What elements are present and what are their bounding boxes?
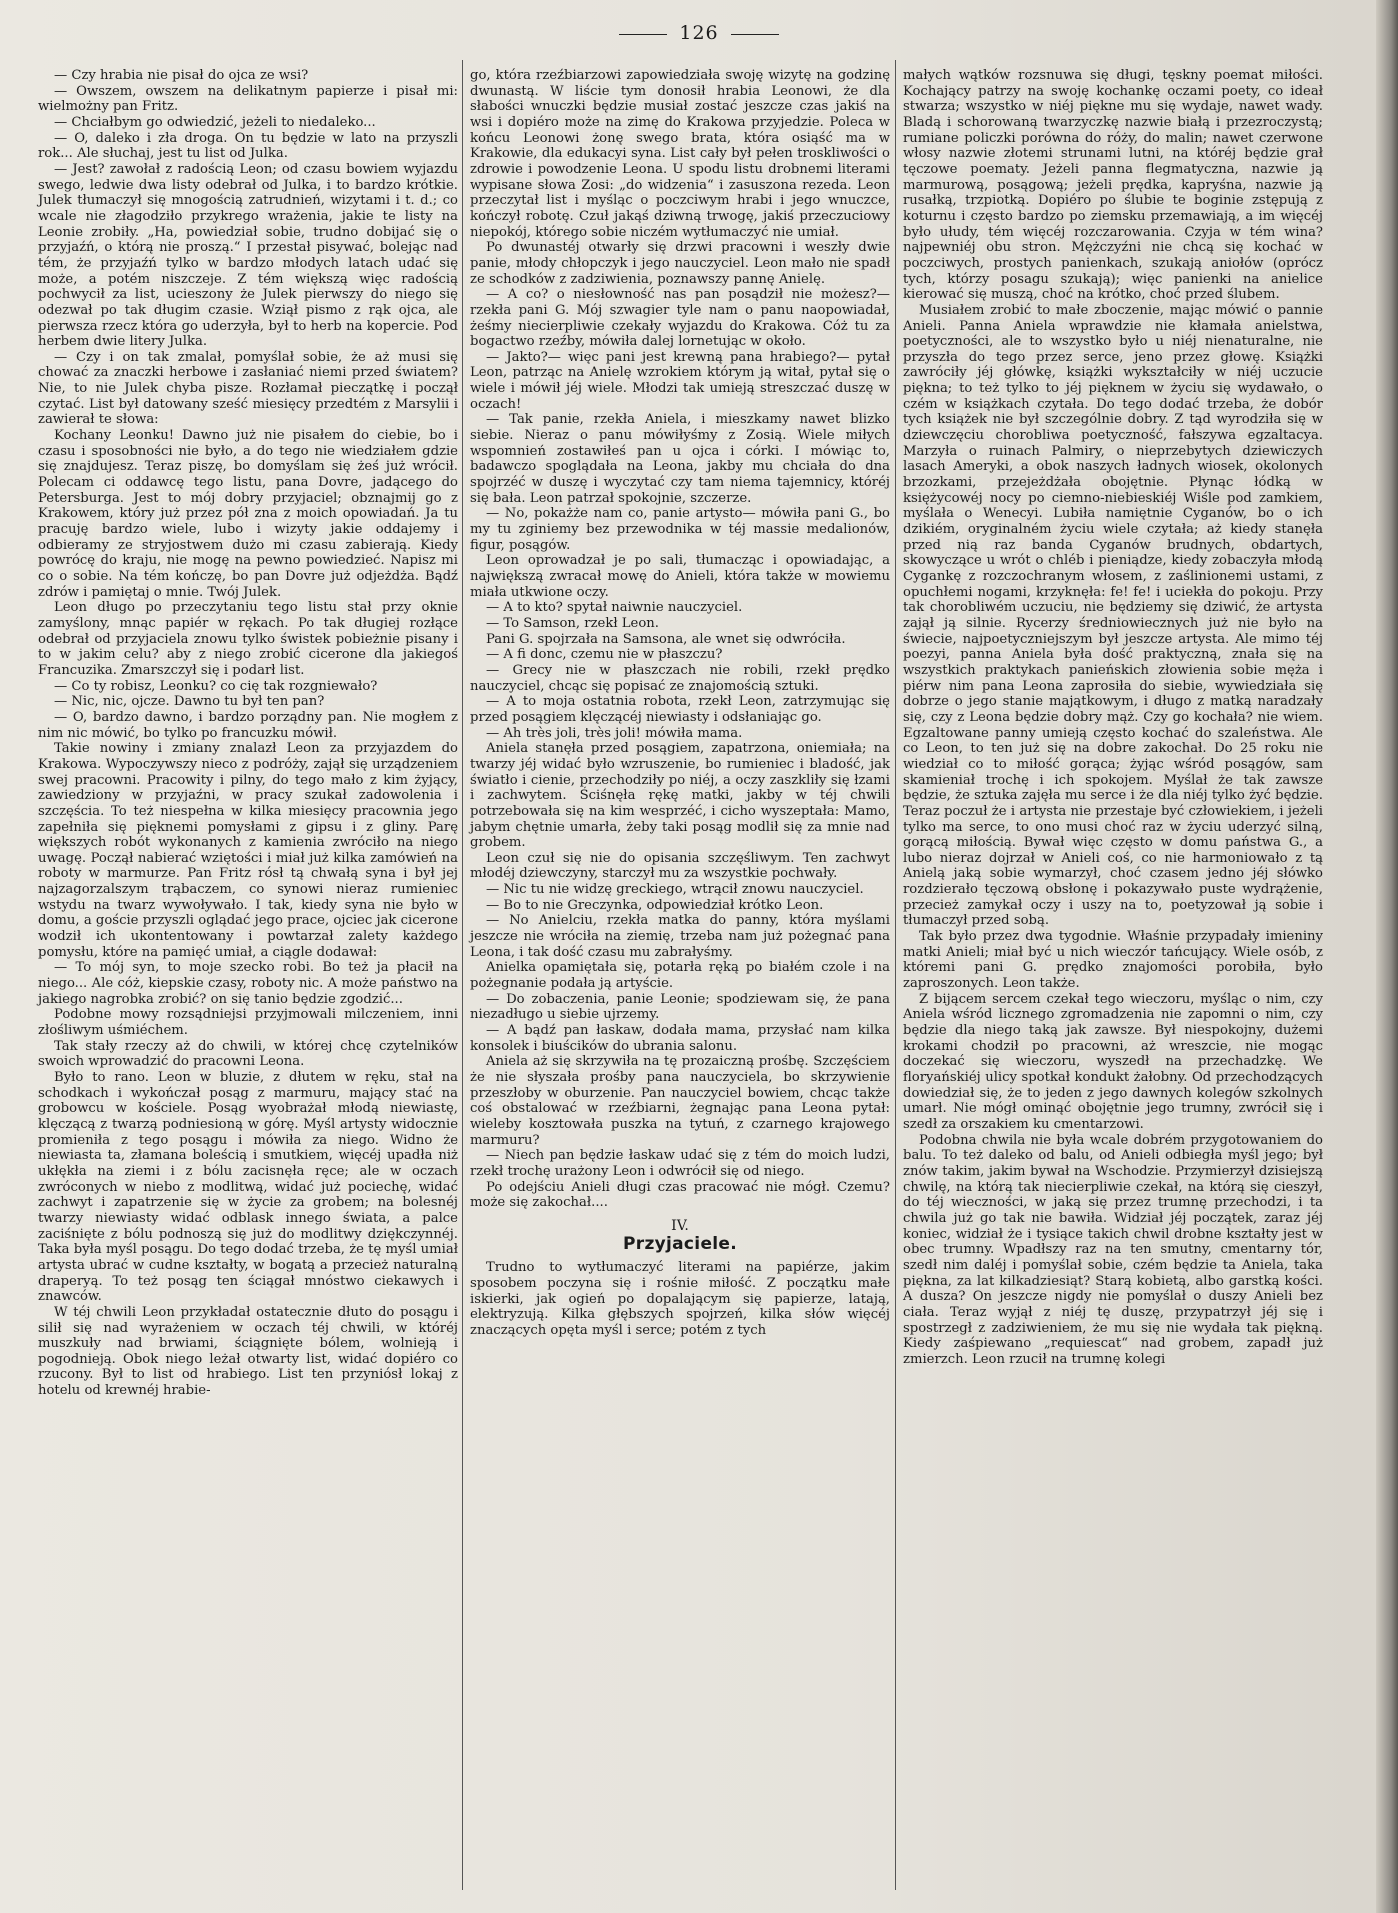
paragraph: Takie nowiny i zmiany znalazł Leon za przyjazdem do Krakowa. Wypoczywszy nieco z podróży, zajął się urządzeniem swej pracowni. Pracowity i pilny, do tego mało z kim żyjący, zawiedziony w przyjaźni, w pracy szukał zadowolenia i szczęścia. To też niespełna w kilka miesięcy pracownia jego zapełniła się pięknemi pomysłami z gipsu i z gliny. Parę większych robót wykonanych z kamienia zwróciło na niego uwagę. Począł nabierać wziętości i miał już kilka zamówień na roboty w marmurze. Pan Fritz rósł tą chwałą syna i był jej najzagorzalszym trąbaczem, co synowi nieraz rumieniec wstydu na twarz wywoływało. I tak, kiedy syna nie było w domu, a goście przyszli oglądać jego prace, ojciec jak cicerone wodził ich ukontentowany i powtarzał zalety każdego pomysłu, które na pamięć umiał, a ciągle dodawał: xyxy=(38,741,458,960)
paragraph: Z bijącem sercem czekał tego wieczoru, myśląc o nim, czy Aniela wśród licznego zgromadzenia nie zapomni o nim, czy będzie dla niego taką jak zawsze. Był niespokojny, dużemi krokami chodził po pracowni, aż wreszcie, nie mogąc doczekać się wieczoru, wyszedł na przechadzkę. We floryańskiéj ulicy spotkał kondukt żałobny. Od przechodzących dowiedział się, że to jeden z jego dawnych kolegów szkolnych umarł. Nie mógł ominąć obojętnie jego trumny, zwrócił się i szedł za orszakiem ku cmentarzowi. xyxy=(903,991,1323,1132)
paragraph: — A co? o niesłowność nas pan posądził nie możesz?—rzekła pani G. Mój szwagier tyle nam o panu naopowiadał, żeśmy niecierpliwie czekały wyjazdu do Krakowa. Cóż tu za bogactwo rzeźby, mówiła dalej lornetując w około. xyxy=(470,287,890,350)
paragraph: — Do zobaczenia, panie Leonie; spodziewam się, że pana niezadługo u siebie ujrzemy. xyxy=(470,991,890,1023)
paragraph: Musiałem zrobić to małe zboczenie, mając mówić o pannie Anieli. Panna Aniela wprawdzie nie kłamała anielstwa, poetyczności, ale to wszystko było u niéj nienaturalne, nie przyszła do tego przez serce, jeno przez głowę. Książki zawróciły jéj główkę, książki wykształciły w niéj uczucie piękna; to też tylko to jéj pięknem w życiu się wydawało, o czém w książkach czytała. Do tego dodać trzeba, że dobór tych książek nie był szczególnie dobry. Z tąd wyrodziła się w dziewczęciu chorobliwa poetyczność, fałszywa egzaltacya. Marzyła o ruinach Palmiry, o nieprzebytych dziewiczych lasach Ameryki, a obok naszych ładnych wiosek, okolonych brzozkami, przejeżdżała obojętnie. Płynąc łódką w księżycowéj nocy po ciemno-niebieskiéj Wiśle pod zamkiem, myślała o Wenecyi. Lubiła namiętnie Cyganów, bo o ich dzikiém, oryginalném życiu wiele czytała; aż kiedy stanęła przed nią raz banda Cyganów brudnych, obdartych, skowyczące u wrót o chléb i pieniądze, kiedy zobaczyła młodą Cygankę z rozczochranym włosem, z zaślinionemi ustami, z opuchłemi nogami, krzyknęła: fe! fe! i uciekła do pokoju. Przy tak chorobliwém uczuciu, nie będziemy się dziwić, że artysta zajął ją silnie. Rycerzy średniowiecznych już nie było na świecie, najpoetyczniejszym był jeszcze artysta. Ale mimo téj poezyi, panna Aniela była dość praktyczną, znała się na wszystkich praktykach panieńskich złowienia sobie męża i piérw nim pana Leona zaprosiła do siebie, wywiedziała się dobrze o jego stanie majątkowym, i długo z matką naradzały się, czy z Leona będzie dobry mąż. Czy go kochała? nie wiem. Egzaltowane panny umieją często kochać do szaleństwa. Ale co Leon, to ten już się na dobre zakochał. Do 25 roku nie wiedział co to miłość gorąca; żyjąc wśród posągów, sam skamieniał trochę i ich spokojem. Myślał że tak zawsze będzie, że sztuka zajęła mu serce i że dla niéj tylko żyć będzie. Teraz poczuł że i artysta nie przestaje być człowiekiem, i jeżeli tylko ma serce, to ono musi choć raz w życiu uderzyć silną, gorącą miłością. Bywał więc często w domu państwa G., a lubo nieraz dojrzał w Anieli coś, co nie harmoniowało z tą Anielą jaką sobie wymarzył, choć czasem jedno jéj słówko rozdzierało tęczową obsłonę i pokazywało puste wydrążenie, przecież zamykał oczy i uszy na to, poetyzował ją sobie i tłumaczył przed sobą. xyxy=(903,302,1323,929)
paragraph: — Jakto?— więc pani jest krewną pana hrabiego?— pytał Leon, patrząc na Anielę wzrokiem którym ją witał, pytał się o wiele i mówił jéj wiele. Młodzi tak umieją streszczać duszę w oczach! xyxy=(470,349,890,412)
header-dash-left xyxy=(619,34,667,35)
paragraph: — A to kto? spytał naiwnie nauczyciel. xyxy=(486,600,743,616)
chapter-number: IV. xyxy=(671,1217,689,1234)
page-number-header xyxy=(0,22,1398,44)
column-divider-2 xyxy=(895,60,896,1890)
paragraph: — To Samson, rzekł Leon. xyxy=(486,615,659,631)
paragraph: Leon długo po przeczytaniu tego listu stał przy oknie zamyślony, mnąc papiér w rękach. Po tak długiej rozłące odebrał od przyjaciela znowu tylko świstek pobieżnie pisany i to w jakim celu? aby z niego zrobić cicerone dla jakiegoś Francuzika. Zmarszczył się i podarł list. xyxy=(38,600,458,678)
paragraph: Leon oprowadzał je po sali, tłumacząc i opowiadając, a największą zwracał mowę do Anieli, która także w mowiemu miała utkwione oczy. xyxy=(470,553,890,600)
paragraph: — Grecy nie w płaszczach nie robili, rzekł prędko nauczyciel, chcąc się popisać ze znajomością sztuki. xyxy=(470,662,890,694)
paragraph: — Bo to nie Greczynka, odpowiedział krótko Leon. xyxy=(486,897,824,913)
paragraph: — Niech pan będzie łaskaw udać się z tém do moich ludzi, rzekł trochę urażony Leon i odwrócił się od niego. xyxy=(470,1148,890,1179)
paragraph: — A bądź pan łaskaw, dodała mama, przysłać nam kilka konsolek i biuścików do ubrania salonu. xyxy=(470,1023,890,1054)
page-binding-edge xyxy=(1376,0,1398,1913)
paragraph: Pani G. spojrzała na Samsona, ale wnet się odwróciła. xyxy=(486,631,846,647)
paragraph: — Nic tu nie widzę greckiego, wtrącił znowu nauczyciel. xyxy=(486,882,864,898)
paragraph: — Owszem, owszem na delikatnym papierze i pisał mi: wielmożny pan Fritz. xyxy=(38,83,458,115)
paragraph: — No, pokażże nam co, panie artysto— mówiła pani G., bo my tu zginiemy bez przewodnika w téj massie medalionów, figur, posągów. xyxy=(470,506,890,553)
paragraph: — Nic, nic, ojcze. Dawno tu był ten pan? xyxy=(54,694,325,710)
text-column-1 xyxy=(38,68,458,1399)
column-divider-1 xyxy=(462,60,463,1890)
paragraph: Po dwunastéj otwarły się drzwi pracowni i weszły dwie panie, młody chłopczyk i jego nauczyciel. Leon mało nie spadł ze schodków z zadziwienia, poznawszy pannę Anielę. xyxy=(470,240,890,287)
text-column-2 xyxy=(470,68,890,1339)
text-column-3 xyxy=(903,68,1323,1367)
paragraph: Aniela aż się skrzywiła na tę prozaiczną prośbę. Szczęściem że nie słyszała prośby pana nauczyciela, bo skrzywienie przeszłoby w oburzenie. Pan nauczyciel bowiem, chcąc także coś obstalować w rzeźbiarni, żegnając pana Leona pytał: wieleby kosztowała puszka na tytuń, z czarnego krajowego marmuru? xyxy=(470,1054,890,1148)
paragraph: — O, bardzo dawno, i bardzo porządny pan. Nie mogłem z nim nic mówić, bo tylko po francuzku mówił. xyxy=(38,709,458,741)
header-dash-right xyxy=(731,34,779,35)
paragraph: Trudno to wytłumaczyć literami na papiérze, jakim sposobem poczyna się i rośnie miłość. Z początku małe iskierki, jak ogień po dopalającym się papierze, latają, elektryzują. Kilka głębszych spojrzeń, kilka słów więcéj znaczących opęta myśl i serce; potém z tych xyxy=(470,1260,890,1338)
paragraph: — Czy i on tak zmalał, pomyślał sobie, że aż musi się chować za znaczki herbowe i zasłaniać niemi przed światem? Nie, to nie Julek chyba pisze. Rozłamał pieczątkę i począł czytać. List był datowany sześć miesięcy przedtém z Marsylii i zawierał te słowa: xyxy=(38,349,458,428)
paragraph: — O, daleko i zła droga. On tu będzie w lato na przyszli rok... Ale słuchaj, jest tu list od Julka. xyxy=(38,130,458,162)
paragraph: Tak było przez dwa tygodnie. Właśnie przypadały imieniny matki Anieli; miał być u nich wieczór tańcujący. Wiele osób, z któremi pani G. prędko znajomości porobiła, było zaproszonych. Leon także. xyxy=(903,929,1323,992)
paragraph: — Czy hrabia nie pisał do ojca ze wsi? xyxy=(54,68,309,83)
paragraph: — Co ty robisz, Leonku? co cię tak rozgniewało? xyxy=(54,678,378,694)
paragraph: Tak stały rzeczy aż do chwili, w której chcę czytelników swoich wprowadzić do pracowni Leona. xyxy=(38,1038,458,1070)
paragraph: Leon czuł się nie do opisania szczęśliwym. Ten zachwyt młodéj dziewczyny, starczył mu za wszystkie pochwały. xyxy=(470,850,890,882)
paragraph: Było to rano. Leon w bluzie, z dłutem w ręku, stał na schodkach i wykończał posąg z marmuru, mający stać na grobowcu w kościele. Posąg wyobrażał młodą niewiastę, klęczącą z twarzą podniesioną w górę. Myśl artysty widocznie promieniła z tego posągu i mówiła za niego. Widno że niewiasta ta, złamana boleścią i smutkiem, więcéj upadła niż ukłękła na ziemi i z bólu zacisnęła ręce; ale w oczach zwróconych w niebo z modlitwą, widać już pociechę, widać zachwyt i zapatrzenie się w życie za grobem; na bolesnéj twarzy niewiasty widać odblask innego świata, a palce zaciśnięte z bólu podnoszą się już do modlitwy dziękczynnéj. Taka była myśl posągu. Do tego dodać trzeba, że tę myśl umiał artysta ubrać w cudne kształty, w bogatą a przecież naturalną draperyą. To też posąg ten ściągał mnóstwo ciekawych i znawców. xyxy=(38,1070,458,1305)
page-number: 126 xyxy=(679,22,719,44)
paragraph: Anielka opamiętała się, potarła ręką po białém czole i na pożegnanie podała ją artyście. xyxy=(470,960,890,992)
paragraph: Podobna chwila nie była wcale dobrém przygotowaniem do balu. To też daleko od balu, od Anieli odbiegła myśl jego; był znów takim, jakim bywał na Wschodzie. Przymierzył dzisiejszą chwilę, na którą tak niecierpliwie czekał, na którą się cieszył, do téj wieczności, w jaką się przez trumnę przechodzi, i ta chwila już go tak nie bawiła. Widział jéj początek, zaraz jéj koniec, widział że i tysiące takich chwil drobne kształty jest w obec trumny. Wpadłszy raz na ten smutny, cmentarny tór, szedł nim daléj i pomyślał sobie, czém będzie ta Aniela, taka piękna, za lat kilkadziesiąt? Starą kobietą, albo garstką kości. A dusza? On jeszcze nigdy nie pomyślał o duszy Anieli bez ciała. Teraz wyjął z niéj tę duszę, przypatrzył jéj się i spostrzegł z zadziwieniem, że mu się nie wydała tak piękną. Kiedy zaśpiewano „requiescat“ nad grobem, zapadł już zmierzch. Leon rzucił na trumnę kolegi xyxy=(903,1132,1323,1367)
paragraph: Podobne mowy rozsądniejsi przyjmowali milczeniem, inni złośliwym uśmiéchem. xyxy=(38,1007,458,1039)
paragraph: — A to moja ostatnia robota, rzekł Leon, zatrzymując się przed posągiem klęczącéj niewiasty i odsłaniając go. xyxy=(470,694,890,725)
paragraph: — Chciałbym go odwiedzić, jeżeli to niedaleko... xyxy=(54,114,376,130)
paragraph: Kochany Leonku! Dawno już nie pisałem do ciebie, bo i czasu i sposobności nie było, a do tego nie wiedziałem gdzie się znajdujesz. Teraz piszę, bo domyślam się żeś już wrócił. Polecam ci oddawcę tego listu, pana Dovre, jadącego do Petersburga. Jest to mój dobry przyjaciel; obznajmij go z Krakowem, który już przez pół zna z moich opowiadań. Ja tu pracuję bardzo wiele, lubo i wizyty jakie oddajemy i odbieramy ze stryjostwem dużo mi czasu zabierają. Kiedy powrócę do kraju, nie mogę na pewno powiedzieć. Napisz mi co o sobie. Na tém kończę, bo pan Dovre już odjeżdża. Bądź zdrów i pamiętaj o mnie. Twój Julek. xyxy=(38,428,458,600)
paragraph: — Jest? zawołał z radością Leon; od czasu bowiem wyjazdu swego, ledwie dwa listy odebrał od Julka, i to bardzo krótkie. Julek tłumaczył się mnogością zatrudnień, wizytami i t. d.; co wcale nie złagodziło przykrego wrażenia, jakie te listy na Leonie zrobiły. „Ha, powiedział sobie, trudno dobijać się o przyjaźń, o którą nie proszą.“ I przestał pisywać, bolejąc nad tém, że przyjaźń tylko w bardzo młodych latach udać się może, a potém niszczeje. Z tém większą więc radością pochwycił za list, ucieszony że Julek pierwszy do niego się odezwał po tak długim czasie. Wziął pismo z rąk ojca, ale pierwsza rzecz która go uderzyła, był to herb na kopercie. Pod herbem dwie litery Julka. xyxy=(38,161,458,350)
paragraph: — No Anielciu, rzekła matka do panny, która myślami jeszcze nie wróciła na ziemię, trzeba nam już pożegnać pana Leona, i tak dość czasu mu zabrałyśmy. xyxy=(470,913,890,960)
paragraph: — Ah très joli, très joli! mówiła mama. xyxy=(486,725,743,741)
chapter-title: Przyjaciele. xyxy=(623,1233,737,1254)
paragraph: go, która rzeźbiarzowi zapowiedziała swoję wizytę na godzinę dwunastą. W liście tym donosił hrabia Leonowi, że dla słabości wnuczki będzie musiał zostać jeszcze czas jakiś na wsi i dopiéro może na zimę do Krakowa przyjedzie. Poleca w końcu Leonowi żonę swego brata, która osiąść ma w Krakowie, dla edukacyi syna. List cały był pełen troskliwości o zdrowie i powodzenie Leona. U spodu listu drobnemi literami wypisane słowa Zosi: „do widzenia“ i zasuszona rezeda. Leon przeczytał list i myśląc o poczciwym hrabi i jego wnuczce, kończył robotę. Czuł jakąś dziwną trwogę, jakiś przeczuciowy niepokój, którego sobie niczém wytłumaczyć nie umiał. xyxy=(470,68,890,240)
paragraph: Po odejściu Anieli długi czas pracować nie mógł. Czemu? może się zakochał.... xyxy=(470,1179,890,1211)
paragraph: — A fi donc, czemu nie w płaszczu? xyxy=(486,647,723,663)
paragraph: — To mój syn, to moje szecko robi. Bo też ja płacił na niego... Ale cóż, kiepskie czasy, roboty nic. A może państwo na jakiego nagrobka zrobić? on się tanio będzie zgodzić... xyxy=(38,960,458,1007)
paragraph: — Tak panie, rzekła Aniela, i mieszkamy nawet blizko siebie. Nieraz o panu mówiłyśmy z Zosią. Wiele miłych wspomnień zostawiłeś pan u ojca i córki. I mówiąc to, badawczo spoglądała na Leona, jakby mu chciała do dna spojrzéć w duszę i wyczytać czy tam niema tajemnicy, któréj się bała. Leon patrzał spokojnie, szczerze. xyxy=(470,412,890,506)
paragraph: W téj chwili Leon przykładał ostatecznie dłuto do posągu i silił się nad wyrażeniem w oczach téj chwili, w któréj muszkuły nad brwiami, ściągnięte bólem, wolnieją i pogodnieją. Obok niego leżał otwarty list, widać dopiéro co rzucony. Był to list od hrabiego. List ten przyniósł lokaj z hotelu od krewnéj hrabie- xyxy=(38,1304,458,1399)
paragraph: Aniela stanęła przed posągiem, zapatrzona, oniemiała; na twarzy jéj widać było wzruszenie, bo rumieniec i bladość, jak światło i cienie, przechodziły po niéj, a oczy zaszkliły się łzami i zachwytem. Ściśnęła rękę matki, jakby w téj chwili potrzebowała się na kim wesprzéć, i cicho wyszeptała: Mamo, jabym chętnie umarła, żeby taki posąg modlił się za mnie nad grobem. xyxy=(470,741,890,851)
paragraph: małych wątków rozsnuwa się długi, tęskny poemat miłości. Kochający patrzy na swoję kochankę oczami poety, co ideał stwarza; wszystko w niéj piękne mu się wydaje, nawet wady. Bladą i schorowaną twarzyczkę nazwie białą i przezroczystą; rumiane policzki porówna do róży, do malin; nawet czerwone włosy nazwie złotemi strunami lutni, na któréj będzie grał tęczowe poematy. Jeżeli panna flegmatyczna, nazwie ją marmurową, posągową; jeżeli prędka, kapryśna, nazwie ją rusałką, trzpiotką. Dopiéro po ślubie te boginie zstępują z koturnu i często bardzo po ziemsku przemawiają, a im więcéj było ułudy, tém więcéj rozczarowania. Czyja w tém wina? najpewniéj obu stron. Mężczyźni nie chcą się kochać w poczciwych, prostych panienkach, szukają aniołów (oprócz tych, którzy posagu szukają); więc panienki na anielice kierować się muszą, choć na krótko, choć przed ślubem. xyxy=(903,68,1323,303)
